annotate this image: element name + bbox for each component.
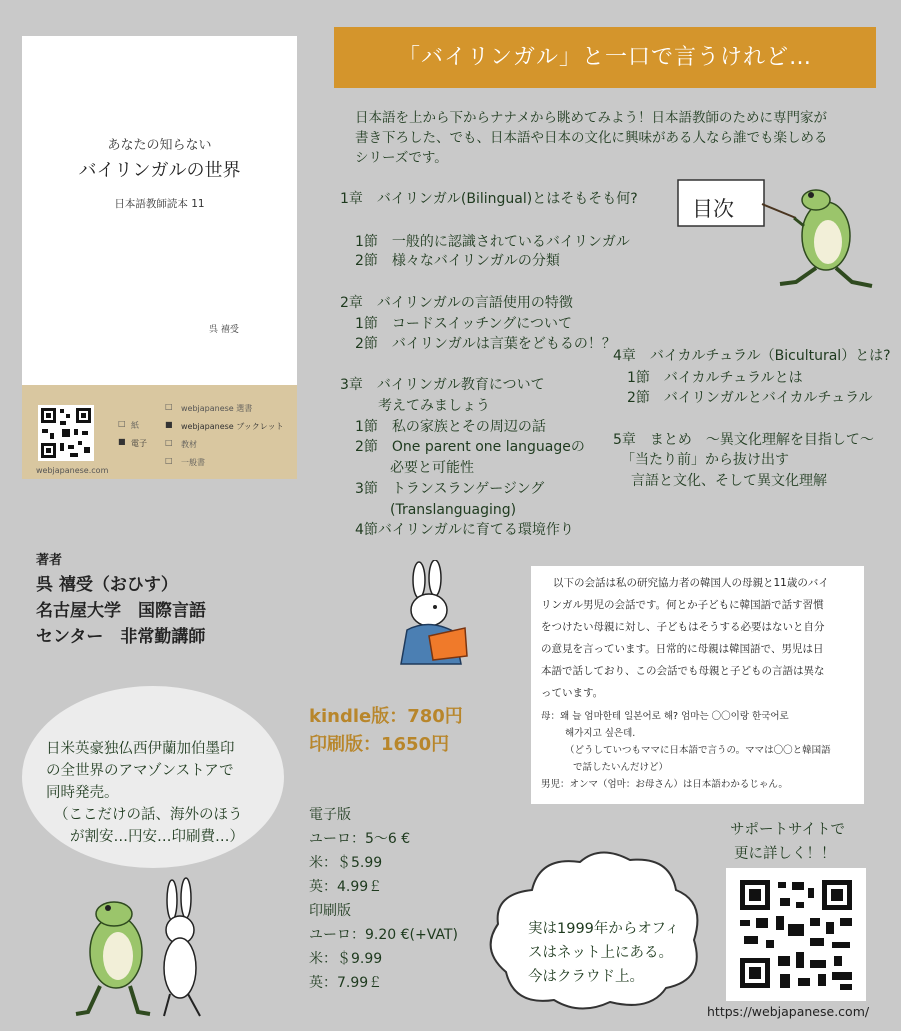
stores-line: が割安…円安…印刷費…） <box>70 829 244 845</box>
intro-line: シリーズです。 <box>355 150 448 166</box>
legend-box: □ <box>165 456 173 465</box>
toc-chapter: 3章 バイリンガル教育について <box>340 377 545 393</box>
price-jp <box>309 703 463 759</box>
author-name: 呉 禧受（おひす） <box>36 575 178 595</box>
toc-section: 1節 コードスイッチングについて <box>355 316 572 332</box>
support-text <box>730 818 845 866</box>
cover-subtitle: あなたの知らない <box>107 138 212 153</box>
toc-sign: 目次 <box>692 197 734 221</box>
stores-line: 同時発売。 <box>46 785 119 801</box>
toc-section-cont: 必要と可能性 <box>390 460 474 476</box>
print-label: 印刷版 <box>309 903 351 919</box>
intro-line: 書き下ろした、でも、日本語や日本の文化に興味がある人なら誰でも楽しめる <box>355 130 828 146</box>
cloud-line: スはネット上にある。 <box>528 945 673 961</box>
legend-series-booklet: webjapanese ブックレット <box>181 422 284 431</box>
intro-text <box>355 108 828 168</box>
toc-line: 「当たり前」から抜け出す <box>621 452 789 468</box>
support-qr-icon[interactable] <box>726 868 866 1001</box>
cover-title: バイリンガルの世界 <box>78 160 241 181</box>
cover-series: 日本語教師読本 11 <box>114 198 205 210</box>
legend-ebook-box: ■ <box>118 437 126 446</box>
toc-section: 1節 一般的に認識されているバイリンガル <box>355 234 630 250</box>
dialogue-line: リンガル男児の会話です。何とか子どもに韓国語で話す習慣 <box>541 599 824 611</box>
toc-section: 2節 バイリンガルとバイカルチュラル <box>627 390 873 406</box>
dialogue-intro <box>541 572 829 704</box>
dialogue-line: 本語で話しており、この会話でも母親と子どもの言語は異な <box>541 665 825 677</box>
ebook-label: 電子版 <box>309 807 351 823</box>
legend-series-general: 一般書 <box>181 458 205 467</box>
toc-chapter: 4章 バイカルチュラル（Bicultural）とは? <box>613 348 891 364</box>
cover-band <box>22 385 297 479</box>
dialogue-panel <box>531 566 864 804</box>
toc-section: 2節 One parent one languageの <box>355 439 585 455</box>
header-banner: 「バイリンガル」と一口で言うけれど… <box>334 27 876 88</box>
ebook-usd: 米：＄5.99 <box>309 855 383 871</box>
dialogue-line: 以下の会話は私の研究協力者の韓国人の母親と11歳のバイ <box>553 577 829 589</box>
toc-chapter: 2章 バイリンガルの言語使用の特徴 <box>340 295 573 311</box>
toc-section: 3節 トランスランゲージング <box>355 481 545 497</box>
legend-paper-box: □ <box>118 419 126 428</box>
legend-series-textbook: 教材 <box>181 440 197 449</box>
cloud-line: 実は1999年からオフィ <box>528 921 680 937</box>
legend-series-webjapanese: webjapanese 選書 <box>181 404 253 413</box>
toc-section: 2節 様々なバイリンガルの分類 <box>355 253 560 269</box>
mother-translation: で話したいんだけど） <box>573 762 669 773</box>
cover-site: webjapanese.com <box>36 466 109 475</box>
cover-qr-icon <box>38 405 94 461</box>
legend-paper: 紙 <box>131 421 139 430</box>
toc-chapter-cont: 考えてみましょう <box>378 398 490 414</box>
mother-line: 母：왜 늘 엄마한테 일본어로 해? 엄마는 〇〇이랑 한국어로 <box>541 711 789 722</box>
stores-line: の全世界のアマゾンストアで <box>46 763 234 779</box>
cloud-text <box>528 917 679 989</box>
toc-section: 4節バイリンガルに育てる環境作り <box>355 522 574 538</box>
price-print: 印刷版：1650円 <box>309 734 450 755</box>
toc-section: 1節 バイカルチュラルとは <box>627 370 803 386</box>
boy-line: 男児：オンマ（엄마：お母さん）は日本語わかるじゃん。 <box>541 779 788 790</box>
support-line: 更に詳しく！！ <box>734 846 836 862</box>
print-eur: ユーロ：9.20 €(+VAT) <box>309 927 458 943</box>
legend-box: ■ <box>165 420 173 429</box>
author-affiliation: 名古屋大学 国際言語 <box>36 601 206 621</box>
legend-ebook: 電子 <box>131 439 147 448</box>
mother-translation: （どうしていつもママに日本語で言うの。ママは〇〇と韓国語 <box>565 745 831 756</box>
dialogue-line: の意見を言っています。日常的に母親は韓国語で、男児は日 <box>541 643 824 655</box>
toc-chapter: 5章 まとめ ～異文化理解を目指して～ <box>613 432 874 448</box>
support-url-link[interactable]: https://webjapanese.com/ <box>707 1004 870 1019</box>
print-gbp: 英：7.99￡ <box>309 975 383 991</box>
stores-text <box>46 738 244 848</box>
legend-box: □ <box>165 402 173 411</box>
intro-line: 日本語を上から下からナナメから眺めてみよう！日本語教師のために専門家が <box>355 110 827 126</box>
rabbit-reading-icon <box>395 560 475 668</box>
ebook-eur: ユーロ：5～6 € <box>309 831 411 847</box>
dialogue-line: をつけたい母親に対し、子どもはそうする必要はないと自分 <box>541 621 825 633</box>
legend-box: □ <box>165 438 173 447</box>
frog-rabbit-icon <box>68 874 218 1020</box>
support-line: サポートサイトで <box>730 822 845 838</box>
toc-section: 1節 私の家族とその周辺の話 <box>355 419 546 435</box>
price-intl <box>309 803 458 995</box>
toc-section: 2節 バイリンガルは言葉をどもるの！？ <box>355 336 616 352</box>
book-cover <box>22 36 297 479</box>
toc-chapter: 1章 バイリンガル(Bilingual)とはそもそも何? <box>340 191 638 207</box>
dialogue-exchange <box>541 708 831 793</box>
stores-line: （ここだけの話、海外のほう <box>54 807 243 823</box>
author-label: 著者 <box>36 553 63 568</box>
print-usd: 米：＄9.99 <box>309 951 383 967</box>
stores-line: 日米英豪独仏西伊蘭加伯墨印 <box>46 741 235 757</box>
toc-section-cont: (Translanguaging) <box>390 502 517 518</box>
cover-author: 呉 禧受 <box>209 325 239 335</box>
toc-line: 言語と文化、そして異文化理解 <box>631 473 827 489</box>
dialogue-line: っています。 <box>541 687 604 699</box>
mother-line: 해가지고 싶은데. <box>565 728 636 739</box>
ebook-gbp: 英：4.99￡ <box>309 879 383 895</box>
author-info <box>36 572 206 650</box>
author-affiliation: センター 非常勤講師 <box>36 627 206 647</box>
cloud-line: 今はクラウド上。 <box>528 969 644 985</box>
price-kindle: kindle版：780円 <box>309 706 463 727</box>
